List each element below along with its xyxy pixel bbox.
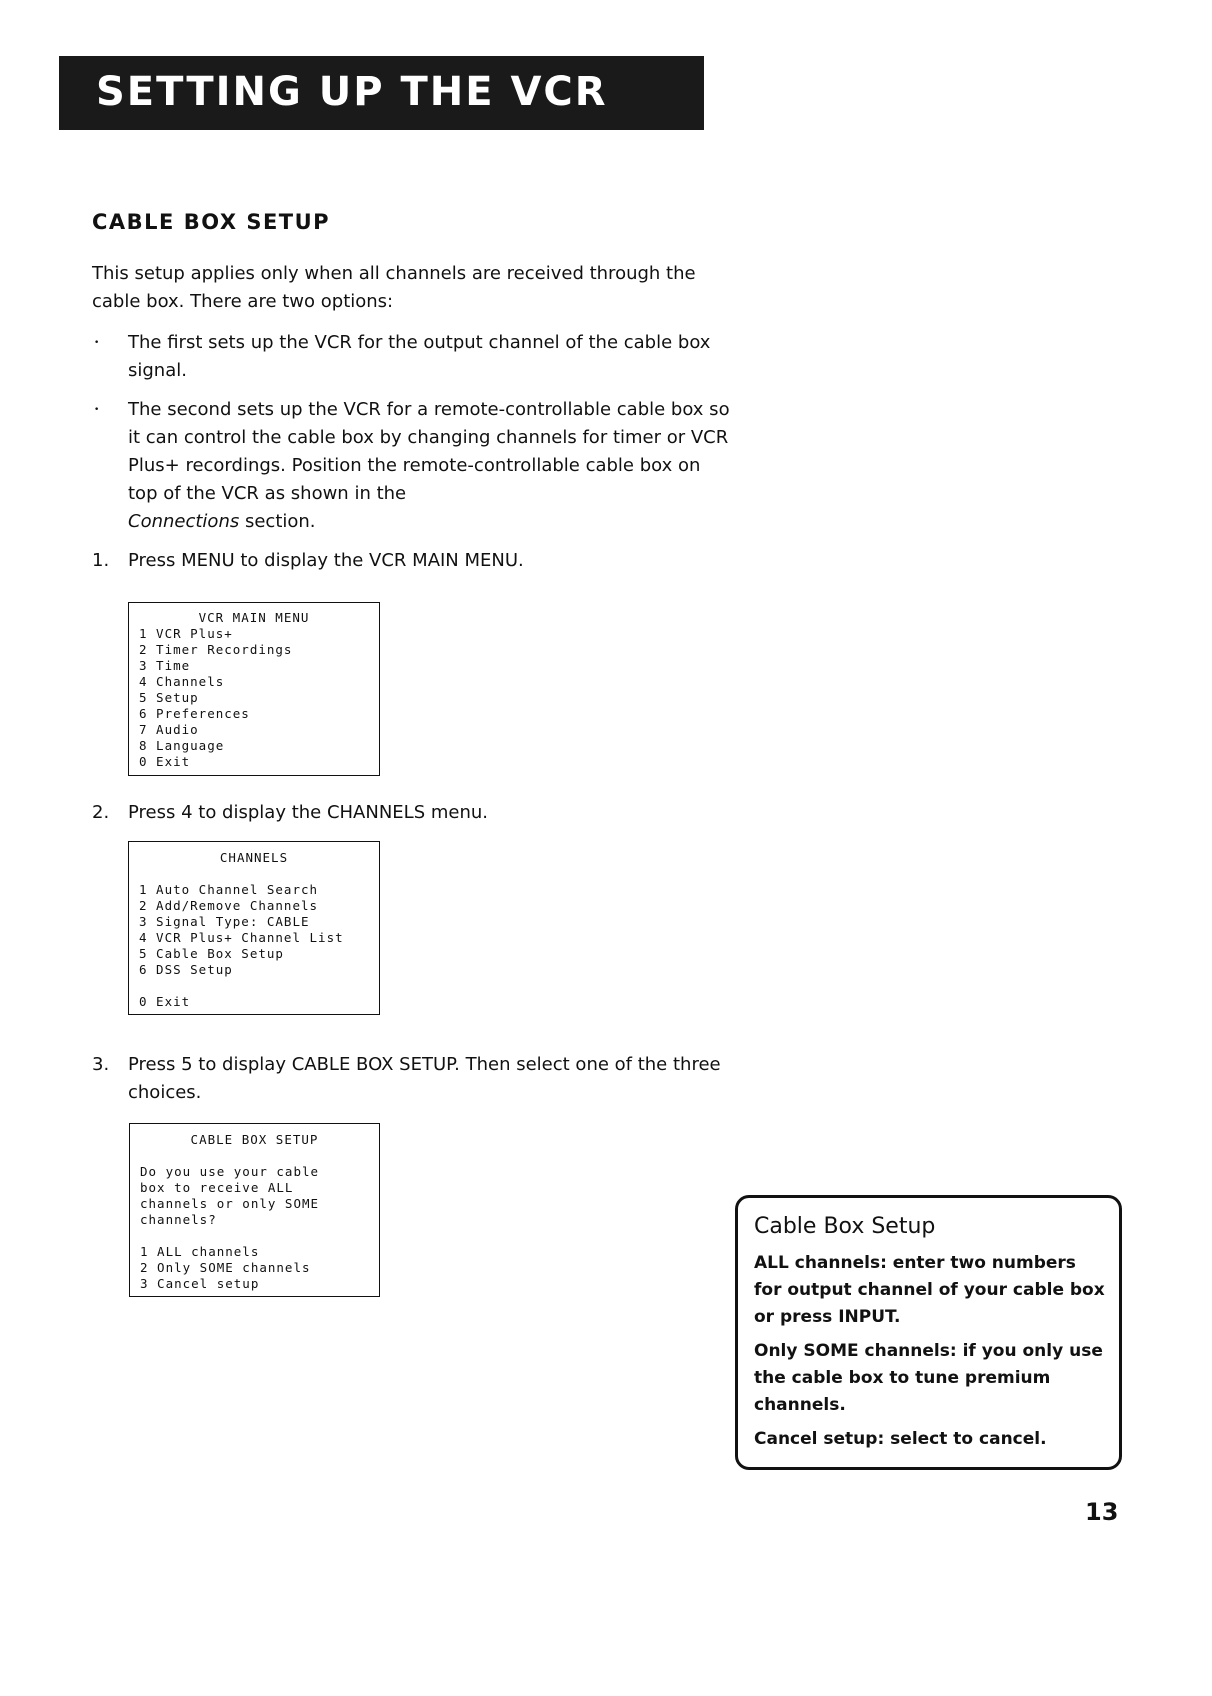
page-title: SETTING UP THE VCR [96,69,608,115]
option-line: 3 Cancel setup [140,1276,260,1291]
intro-paragraph: This setup applies only when all channels are received through the cable box. There are two options: [92,263,696,312]
menu-line: 6 Preferences [139,706,250,721]
bullet-item [92,396,732,536]
menu-line: 0 Exit [139,994,191,1009]
question-line: channels? [140,1212,217,1227]
connections-reference: Connections [128,511,240,532]
screen-title: VCR MAIN MENU [198,610,310,625]
bullet-text-part: The second sets up the VCR for a remote-controllable cable box so it can control the cable box by changing channels for timer or VCR Plus+ recordings. Position the remote-controllable cable box on top of the VCR as shown in the [128,399,730,504]
sidebar-paragraph: ALL channels: enter two numbers for output channel of your cable box or press INPUT. [754,1253,1105,1327]
page-number: 13 [1085,1498,1119,1526]
sidebar-title: Cable Box Setup [754,1214,936,1239]
question-line: channels or only SOME [140,1196,320,1211]
step-item [92,1051,732,1107]
bullet-text-part: section. [244,511,316,532]
bullet-marker: • [94,405,100,415]
menu-line: 8 Language [139,738,225,753]
question-line: box to receive ALL [140,1180,294,1195]
bullet-marker: • [94,338,100,348]
menu-line: 1 VCR Plus+ [139,626,233,641]
option-line: 1 ALL channels [140,1244,260,1259]
step-text: Press 5 to display CABLE BOX SETUP. Then select one of the three choices. [128,1054,721,1103]
vcr-main-menu-screen [128,602,380,776]
menu-line: 3 Signal Type: CABLE [139,914,310,929]
channels-menu-screen [128,841,380,1015]
menu-line: 2 Add/Remove Channels [139,898,319,913]
cable-box-setup-screen [129,1123,380,1297]
bullet-text [128,396,732,536]
cable-box-setup-sidebar [735,1195,1122,1470]
step-number: 3. [92,1054,110,1075]
screen-title: CHANNELS [219,850,289,865]
step-number: 2. [92,802,110,823]
screen-title: CABLE BOX SETUP [190,1132,319,1147]
question-line: Do you use your cable [140,1164,320,1179]
section-heading: CABLE BOX SETUP [92,210,331,234]
menu-line: 3 Time [139,658,191,673]
menu-line: 5 Cable Box Setup [139,946,284,961]
menu-line: 1 Auto Channel Search [139,882,319,897]
sidebar-paragraph: Cancel setup: select to cancel. [754,1429,1047,1449]
menu-line: 2 Timer Recordings [139,642,293,657]
bullet-item [92,329,732,385]
menu-line: 4 VCR Plus+ Channel List [139,930,344,945]
step-text: Press 4 to display the CHANNELS menu. [128,802,488,823]
menu-line: 7 Audio [139,722,199,737]
step-item [92,547,732,575]
bullet-text: The first sets up the VCR for the output channel of the cable box signal. [128,332,711,381]
step-text: Press MENU to display the VCR MAIN MENU. [128,550,524,571]
step-number: 1. [92,550,110,571]
menu-line: 5 Setup [139,690,199,705]
step-item [92,799,732,827]
option-line: 2 Only SOME channels [140,1260,311,1275]
menu-line: 0 Exit [139,754,191,769]
sidebar-paragraph: Only SOME channels: if you only use the cable box to tune premium channels. [754,1341,1103,1415]
menu-line: 6 DSS Setup [139,962,233,977]
menu-line: 4 Channels [139,674,225,689]
